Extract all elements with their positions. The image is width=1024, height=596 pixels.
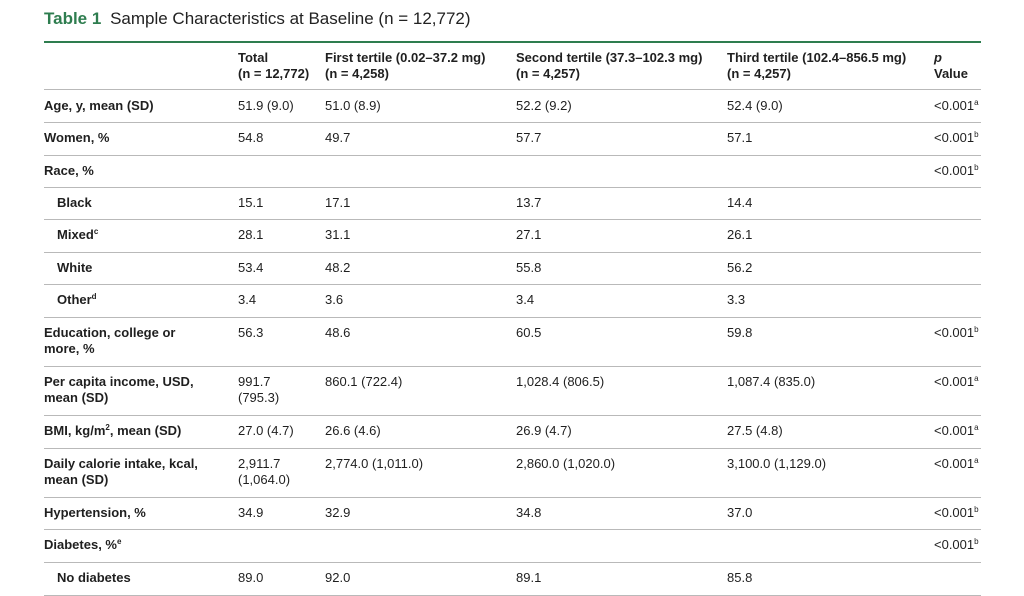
cell-second-tertile: 13.7 <box>516 195 542 210</box>
header-third-tertile: Third tertile (102.4–856.5 mg) (n = 4,257) <box>727 50 907 81</box>
cell-first-tertile: 860.1 (722.4) <box>325 374 403 389</box>
table-row <box>44 252 981 285</box>
cell-total: 27.0 (4.7) <box>238 423 294 438</box>
table-caption <box>44 9 471 29</box>
cell-total: 54.8 <box>238 130 264 145</box>
row-label: Race, % <box>44 163 94 178</box>
row-label: Per capita income, USD, mean (SD) <box>44 374 194 405</box>
cell-total: 51.9 (9.0) <box>238 98 294 113</box>
cell-total: 53.4 <box>238 260 264 275</box>
table-row <box>44 90 981 123</box>
row-label: Women, % <box>44 130 110 145</box>
cell-third-tertile: 26.1 <box>727 227 753 242</box>
cell-total: 991.7 (795.3) <box>238 374 280 405</box>
cell-p-value: <0.001$^b$ <box>934 505 979 520</box>
cell-total: 56.3 <box>238 325 264 340</box>
cell-p-value: <0.001$^a$ <box>934 456 979 471</box>
cell-total: 28.1 <box>238 227 264 242</box>
cell-third-tertile: 57.1 <box>727 130 753 145</box>
header-total: Total (n = 12,772) <box>238 50 310 81</box>
cell-first-tertile: 31.1 <box>325 227 351 242</box>
table-row <box>44 317 981 367</box>
cell-p-value: <0.001$^a$ <box>934 374 979 389</box>
cell-second-tertile: 27.1 <box>516 227 542 242</box>
cell-third-tertile: 3.3 <box>727 292 746 307</box>
cell-second-tertile: 52.2 (9.2) <box>516 98 572 113</box>
header-p-value: p Value <box>934 50 968 81</box>
cell-second-tertile: 55.8 <box>516 260 542 275</box>
row-label: White <box>57 260 93 275</box>
table-label: Table 1 <box>44 9 102 28</box>
cell-third-tertile: 27.5 (4.8) <box>727 423 783 438</box>
cell-first-tertile: 2,774.0 (1,011.0) <box>325 456 424 471</box>
cell-first-tertile: 48.2 <box>325 260 351 275</box>
row-label: Mixed$^c$ <box>57 227 99 242</box>
row-label: No diabetes <box>57 570 131 585</box>
cell-first-tertile: 92.0 <box>325 570 351 585</box>
row-label: Daily calorie intake, kcal, mean (SD) <box>44 456 198 487</box>
cell-first-tertile: 51.0 (8.9) <box>325 98 381 113</box>
row-label: Education, college or more, % <box>44 325 176 356</box>
cell-second-tertile: 57.7 <box>516 130 542 145</box>
cell-third-tertile: 85.8 <box>727 570 753 585</box>
cell-p-value: <0.001$^a$ <box>934 423 979 438</box>
cell-first-tertile: 26.6 (4.6) <box>325 423 381 438</box>
cell-second-tertile: 34.8 <box>516 505 542 520</box>
table-row <box>44 219 981 253</box>
cell-third-tertile: 3,100.0 (1,129.0) <box>727 456 827 471</box>
table-row <box>44 562 981 596</box>
table-row <box>44 284 981 318</box>
cell-second-tertile: 26.9 (4.7) <box>516 423 572 438</box>
cell-p-value: <0.001$^b$ <box>934 325 979 340</box>
header-second-tertile: Second tertile (37.3–102.3 mg) (n = 4,257) <box>516 50 703 81</box>
cell-p-value: <0.001$^b$ <box>934 163 979 178</box>
cell-third-tertile: 1,087.4 (835.0) <box>727 374 816 389</box>
row-label: Age, y, mean (SD) <box>44 98 154 113</box>
cell-first-tertile: 49.7 <box>325 130 351 145</box>
cell-first-tertile: 32.9 <box>325 505 351 520</box>
cell-second-tertile: 3.4 <box>516 292 535 307</box>
cell-total: 89.0 <box>238 570 264 585</box>
cell-total: 2,911.7 (1,064.0) <box>238 456 291 487</box>
row-label: BMI, $kg/m^2$, mean (SD) <box>44 423 182 438</box>
cell-total: 3.4 <box>238 292 257 307</box>
row-label: Other$^d$ <box>57 292 97 307</box>
cell-p-value: <0.001$^b$ <box>934 130 979 145</box>
table-row <box>44 155 981 188</box>
cell-third-tertile: 52.4 (9.0) <box>727 98 783 113</box>
cell-second-tertile: 2,860.0 (1,020.0) <box>516 456 616 471</box>
cell-first-tertile: 17.1 <box>325 195 351 210</box>
table-row <box>44 497 981 530</box>
row-label: Black <box>57 195 92 210</box>
cell-second-tertile: 89.1 <box>516 570 542 585</box>
cell-third-tertile: 14.4 <box>727 195 753 210</box>
table-header-row <box>44 42 981 90</box>
cell-first-tertile: 3.6 <box>325 292 344 307</box>
table-row <box>44 366 981 416</box>
header-first-tertile: First tertile (0.02–37.2 mg) (n = 4,258) <box>325 50 486 81</box>
cell-total: 34.9 <box>238 505 264 520</box>
table-title: Sample Characteristics at Baseline (n = 12,772) <box>110 9 471 28</box>
table-row <box>44 415 981 449</box>
cell-p-value: <0.001$^b$ <box>934 537 979 552</box>
cell-third-tertile: 56.2 <box>727 260 753 275</box>
cell-second-tertile: 1,028.4 (806.5) <box>516 374 605 389</box>
row-label: Diabetes, %$^e$ <box>44 537 122 552</box>
table-row <box>44 187 981 220</box>
cell-second-tertile: 60.5 <box>516 325 542 340</box>
cell-first-tertile: 48.6 <box>325 325 351 340</box>
table-row <box>44 529 981 563</box>
cell-total: 15.1 <box>238 195 264 210</box>
table-row <box>44 122 981 156</box>
table-row <box>44 448 981 498</box>
cell-p-value: <0.001$^a$ <box>934 98 979 113</box>
row-label: Hypertension, % <box>44 505 146 520</box>
cell-third-tertile: 59.8 <box>727 325 753 340</box>
cell-third-tertile: 37.0 <box>727 505 753 520</box>
